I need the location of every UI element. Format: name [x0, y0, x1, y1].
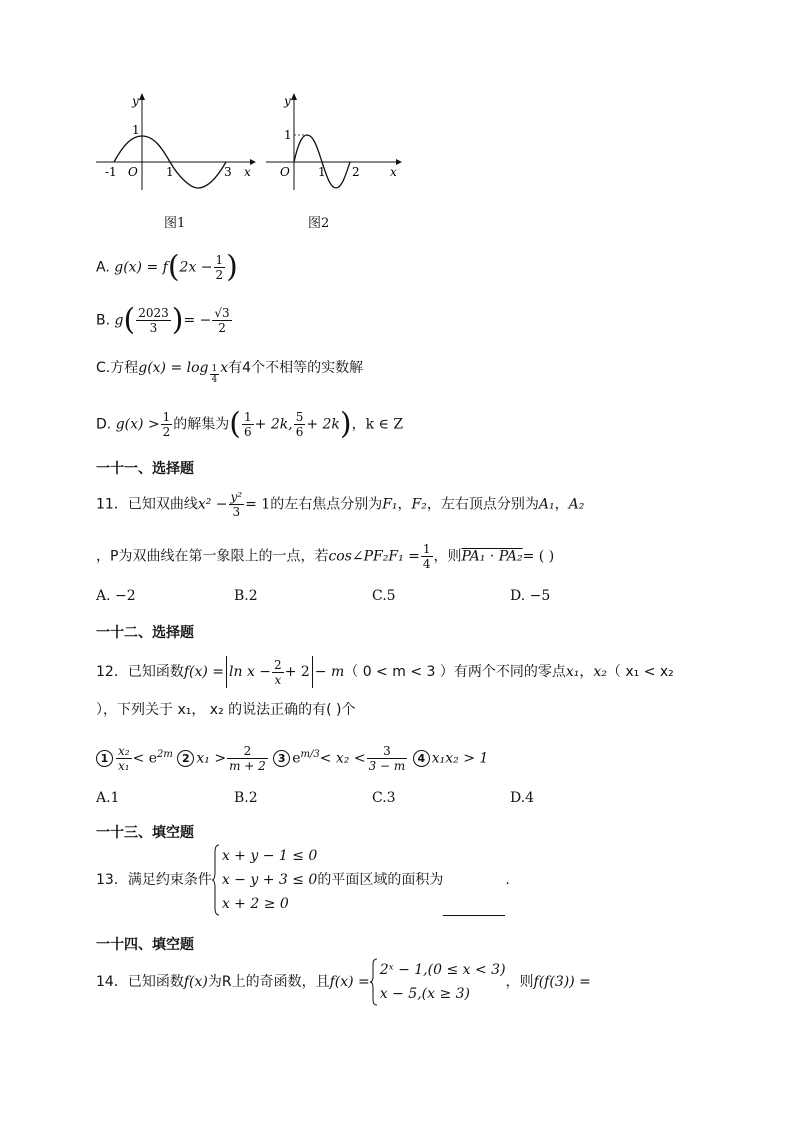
fig2-origin: O: [280, 165, 290, 179]
q10-option-d: D. g(x) > $\frac{1}{2}$ 的解集为( $\frac{1}{6}$ + 2k, $\frac{5}{6}$ + 2k)，k ∈ Z: [96, 406, 404, 442]
brace-icon: [212, 844, 220, 916]
fig2-x-arrow: [396, 159, 402, 165]
q14-line: 14．已知函数f(x)为R上的奇函数，且f(x) = 2ˣ − 1,(0 ≤ x < 3) x − 5,(x ≥ 3) ，则f(f(3)) =: [96, 958, 591, 1006]
q13-answer-blank[interactable]: [443, 901, 505, 916]
fig2-y-arrow: [291, 93, 297, 100]
q11-line-2: ，P为双曲线在第一象限上的一点，若cos∠PF₂F₁ = $\frac{1}{4}$ ，则PA₁ · PA₂= ( ): [96, 542, 555, 571]
q12-line-1: 12．已知函数f(x) = ln x − $\frac{2}{x}$ + 2 − m（ 0 < m < 3 ）有两个不同的零点x₁，x₂（ x₁ < x₂: [96, 657, 674, 687]
fig1-tick-x1: 1: [166, 165, 174, 179]
fig2-y-label: y: [284, 94, 291, 108]
q11-option-a[interactable]: A. −2: [96, 588, 136, 604]
section-14-heading: 一十四、填空题: [96, 937, 194, 953]
fig2-tick-x1: 1: [318, 165, 326, 179]
fig2-tick-y1: 1: [284, 128, 292, 142]
q11-option-c[interactable]: C.5: [372, 588, 396, 604]
q11-line-1: 11．已知双曲线x² − $\frac{\text{y²}}{3}$ = 1的左右焦点分别为F₁，F₂，左右顶点分别为A₁，A₂: [96, 490, 585, 519]
section-11-heading: 一十一、选择题: [96, 461, 194, 477]
figure-2-caption: 图2: [308, 216, 330, 231]
q10-option-a: A. g(x) = f(2x − $\frac{1}{2}$ ): [96, 249, 238, 285]
q14-piecewise: 2ˣ − 1,(0 ≤ x < 3) x − 5,(x ≥ 3): [370, 958, 506, 1006]
brace-icon: [370, 958, 378, 1006]
figure-2-graph: [264, 92, 404, 192]
q10-c-log-base: $\frac{1}{4}$: [211, 364, 218, 385]
statement-3-marker: 3: [273, 750, 290, 767]
q12-option-d[interactable]: D.4: [510, 790, 535, 806]
q12-option-c[interactable]: C.3: [372, 790, 396, 806]
q10-a-fraction: $\frac{1}{2}$: [215, 253, 224, 282]
fig2-tick-x2: 2: [352, 165, 360, 179]
q12-statements: 1 $\frac{\text{x₂}}{\text{x₁}}$ < $e^{2m}$ 2 x₁ > $\frac{2}{m + 2}$ 3 $e^{m/3}< x_2$ < $\frac{3}{3 - m}$ 4 x₁x₂ > 1: [96, 744, 488, 773]
q11-option-d[interactable]: D. −5: [510, 588, 551, 604]
q13-line: 13．满足约束条件 x + y − 1 ≤ 0 x − y + 3 ≤ 0 x + 2 ≥ 0 的平面区域的面积为 .: [96, 844, 510, 916]
fig1-tick-y1: 1: [132, 123, 140, 137]
q12-option-a[interactable]: A.1: [96, 790, 120, 806]
q12-option-b[interactable]: B.2: [234, 790, 258, 806]
fig1-y-arrow: [139, 93, 145, 100]
statement-1-marker: 1: [96, 750, 113, 767]
section-12-heading: 一十二、选择题: [96, 625, 194, 641]
q11-option-b[interactable]: B.2: [234, 588, 258, 604]
q13-constraint-system: x + y − 1 ≤ 0 x − y + 3 ≤ 0 x + 2 ≥ 0: [212, 844, 318, 916]
fig1-x-arrow: [250, 159, 256, 165]
fig1-x-label: x: [244, 165, 251, 179]
q10-option-b: B. g( $\frac{2023}{3}$ )= − $\frac{√3}{2}$: [96, 302, 230, 338]
q10-option-c: C.方程g(x) = log $\frac{1}{4}$ x有4个不相等的实数解: [96, 360, 364, 385]
q10-b-fraction: $\frac{2023}{3}$: [138, 306, 169, 335]
fig1-tick-neg1: -1: [105, 165, 117, 179]
figure-1-graph: [94, 92, 256, 192]
statement-4-marker: 4: [413, 750, 430, 767]
statement-2-marker: 2: [177, 750, 194, 767]
q10-b-rhs-fraction: $\frac{√3}{2}$: [214, 306, 230, 335]
fig2-x-label: x: [390, 165, 397, 179]
fig1-origin: O: [128, 165, 138, 179]
q12-line-2: ），下列关于 x₁， x₂ 的说法正确的有( )个: [96, 702, 356, 718]
fig1-tick-x3: 3: [224, 165, 232, 179]
figure-1-caption: 图1: [164, 216, 186, 231]
fig1-y-label: y: [132, 94, 139, 108]
section-13-heading: 一十三、填空题: [96, 825, 194, 841]
